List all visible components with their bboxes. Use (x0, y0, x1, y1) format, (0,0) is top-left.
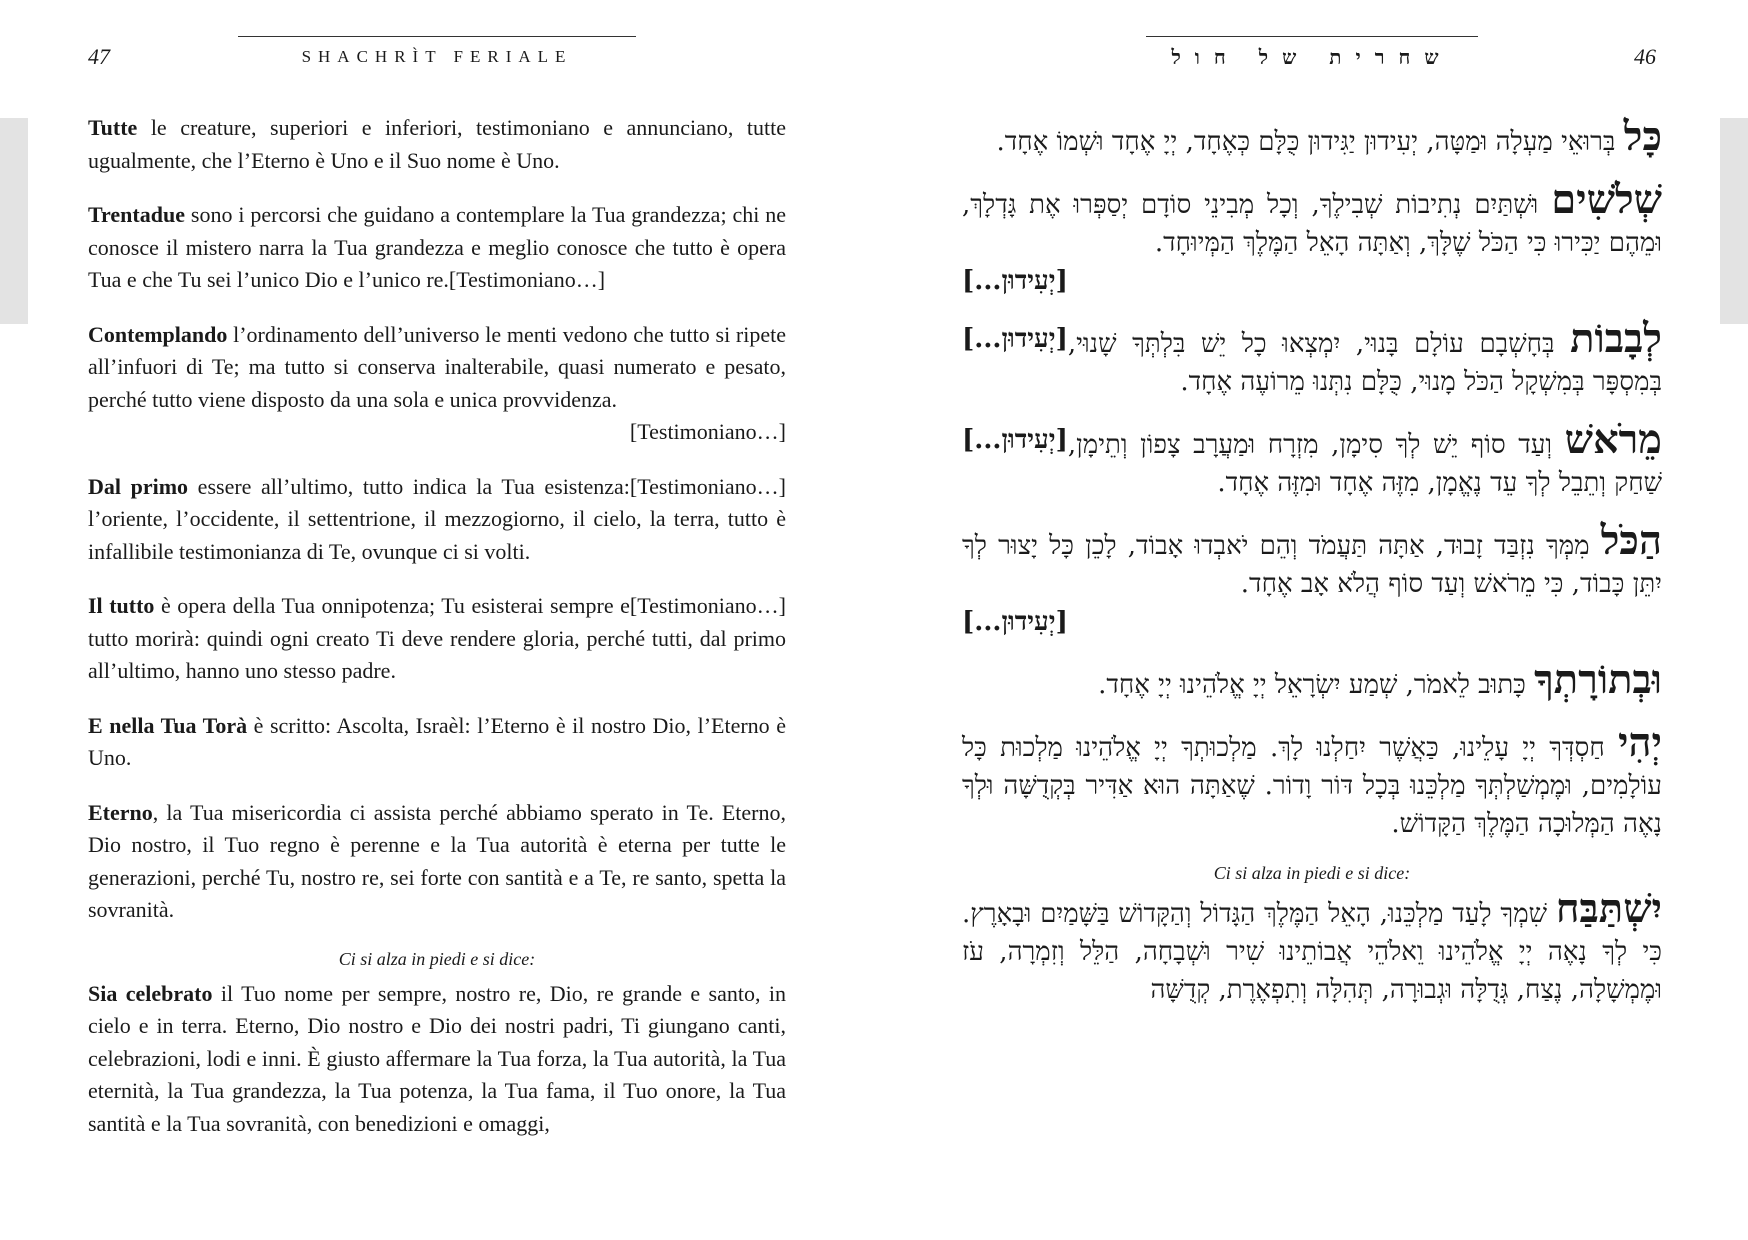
hebrew-text-column (962, 113, 1662, 1029)
paragraph-text: le creature, superiori e inferiori, testimoniano e annunciano, tutte ugualmente, che l’Eterno è Uno e il Suo nome è Uno. (88, 115, 786, 173)
response-reference: [יְעִידוּן...] (962, 266, 1068, 296)
hebrew-paragraph (962, 176, 1662, 300)
paragraph-lead: מֵרֹאשׁ (1564, 416, 1662, 463)
paragraph-lead: הַכֹּל (1600, 517, 1662, 564)
paragraph-lead: כָּל (1623, 113, 1662, 160)
running-head-left: SHACHRÌT FERIALE (238, 36, 636, 67)
italian-paragraph (88, 112, 786, 177)
paragraph-text: è opera della Tua onnipotenza; Tu esisterai sempre e tutto morirà: quindi ogni creato Ti deve rendere gloria, perché tutti, dal primo all’ultimo, hanno uno stesso padre. (88, 593, 786, 683)
paragraph-lead: Tutte (88, 115, 138, 140)
paragraph-lead: Dal primo (88, 473, 189, 499)
hebrew-paragraph-final (962, 885, 1662, 1009)
paragraph-lead: Contemplando (88, 321, 228, 347)
rubric-instruction: Ci si alza in piedi e si dice: (338, 948, 536, 969)
response-reference: [Testimoniano…] (448, 267, 606, 292)
response-reference: [Testimoniano…] (629, 473, 786, 499)
paragraph-lead: Sia celebrato (88, 980, 213, 1006)
paragraph-text: מִמְּךָ נִזְבַּד זָבוּד, אַתָּה תַּעֲמֹד וְהֵם יֹאבְדוּ אָבוֹד, לָכֵן כָּל יָצוּר לְךָ יִתֵּן כָּבוֹד, כִּי מֵרֹאשׁ וְעַד סוֹף הֲלֹא אָב אֶחָד. (962, 531, 1662, 599)
response-reference: [Testimoniano…] (629, 419, 786, 444)
italian-text-column (88, 112, 786, 1162)
hebrew-paragraph (962, 113, 1662, 161)
paragraph-text: l’ordinamento dell’universo le menti vedono che tutto si ripete all’infuori di Te; ma tutto si conserva inalterabile, quasi numerato e pesato, perché tutto viene disposto da una sola e unica provvidenza. (88, 321, 786, 412)
paragraph-lead: E nella Tua Torà (88, 712, 248, 738)
paragraph-lead: יְהִי (1618, 719, 1662, 766)
paragraph-lead: Trentadue (88, 202, 185, 227)
right-page (874, 0, 1748, 1240)
paragraph-text: וּשְׁתַּיִם נְתִיבוֹת שְׁבִילֶךָ, וְכָל מְבִינֵי סוֹדָם יְסַפְּרוּ אֶת גָּדְלָךְ, וּמֵהֶם יַכִּירוּ כִּי הַכֹּל שֶׁלָּךְ, וְאַתָּה הָאֵל הַמֶּלֶךְ הַמְּיוּחָד. (962, 190, 1662, 258)
page-number-left: 47 (88, 44, 110, 69)
paragraph-text: חַסְדְּךָ יְיָ עָלֵינוּ, כַּאֲשֶׁר יִחַלְנוּ לָךְ. מַלְכוּתְךָ יְיָ אֱלֹהֵינוּ מַלְכוּת כָּל עוֹלָמִים, וּמֶמְשַׁלְתְּךָ מַלְכֵּנוּ בְּכָל דּוֹר וָדוֹר. שֶׁאַתָּה הוּא אַדִּיר בְּקְדֻשָּׁה וּלְךָ נָאֶה הַמְּלוּכָה הַמֶּלֶךְ הַקָּדוֹשׁ. (962, 733, 1662, 839)
paragraph-text: il Tuo nome per sempre, nostro re, Dio, re grande e santo, in cielo e in terra. Eterno, Dio nostro e Dio dei nostri padri, Ti giungano canti, celebrazioni, lodi e inni. È giusto affermare la Tua forza, la Tua autorità, la Tua eternità, la Tua grandezza, la Tua potenza, la Tua fama, il Tuo onore, la Tua santità e la Tua sovranità, con benedizioni e omaggi, (88, 980, 786, 1136)
hebrew-paragraph (962, 656, 1662, 704)
paragraph-text: כָּתוּב לֵאמֹר, שְׁמַע יִשְׂרָאֵל יְיָ אֱלֹהֵינוּ יְיָ אֶחָד. (1098, 670, 1535, 700)
hebrew-paragraph (962, 719, 1662, 843)
italian-paragraph (88, 199, 786, 297)
response-reference: [יְעִידוּן...] (962, 425, 1068, 455)
running-head-right: שחרית של חול (1146, 36, 1478, 70)
paragraph-text: essere all’ultimo, tutto indica la Tua esistenza: l’oriente, l’occidente, il settentrione, il mezzogiorno, il cielo, la terra, tutto è infallibile testimonianza di Te, ovunque ci si volti. (88, 473, 786, 564)
paragraph-text: שִׁמְךָ לָעַד מַלְכֵּנוּ, הָאֵל הַמֶּלֶךְ הַגָּדוֹל וְהַקָּדוֹשׁ בַּשָּׁמַיִם וּבָאָרֶץ. כִּי לְךָ נָאֶה יְיָ אֱלֹהֵינוּ וֵאלֹהֵי אֲבוֹתֵינוּ שִׁיר וּשְׁבָחָה, הַלֵּל וְזִמְרָה, עֹז וּמֶמְשָׁלָה, נֶצַח, גְּדֻלָּה וּגְבוּרָה, תְּהִלָּה וְתִפְאֶרֶת, קְדֻשָּׁה (962, 899, 1662, 1005)
italian-paragraph (88, 590, 786, 688)
paragraph-text: sono i percorsi che guidano a contemplare la Tua grandezza; chi ne conosce il mistero narra la Tua grandezza e meglio conosce che tutto è opera Tua e che Tu sei l’unico Dio e l’unico re. (88, 202, 786, 292)
paragraph-text: , la Tua misericordia ci assista perché abbiamo sperato in Te. Eterno, Dio nostro, il Tuo regno è perenne e la Tua autorità è eterna per tutte le generazioni, perché Tu, nostro re, sei forte con santità e a Te, re santo, spetta la sovranità. (88, 799, 786, 922)
page-number-right: 46 (1634, 44, 1656, 69)
paragraph-text: וְעַד סוֹף יֵשׁ לְךָ סִימָן, מִזְרָח וּמַעֲרָב צָפוֹן וְתֵימָן, שַׁחַק וְתֵבֵל לְךָ עֵד נֶאֱמָן, מִזֶּה אֶחָד וּמִזֶּה אֶחָד. (1067, 430, 1662, 498)
paragraph-lead: יִשְׁתַּבַּח (1555, 885, 1662, 932)
hebrew-paragraph (962, 517, 1662, 641)
italian-paragraph (88, 471, 786, 569)
response-reference: [יְעִידוּן...] (962, 607, 1068, 637)
response-reference: [Testimoniano…] (629, 593, 786, 618)
paragraph-text: è scritto: Ascolta, Israèl: l’Eterno è il nostro Dio, l’Eterno è Uno. (88, 712, 786, 770)
paragraph-lead: Il tutto (88, 593, 155, 618)
response-reference: [יְעִידוּן...] (962, 324, 1068, 354)
italian-paragraph-final (88, 978, 786, 1141)
paragraph-text: בְּחָשְׁבָם עוֹלָם בָּנוּי, יִמְצְאוּ כָל יֵשׁ בִּלְתְּךָ שָׁנוּי, בְּמִסְפָּר בְּמִשְׁקָל הַכֹּל מָנוּי, כֻּלָּם נִתְּנוּ מֵרוֹעֶה אֶחָד. (1067, 329, 1662, 397)
hebrew-paragraph (962, 416, 1662, 502)
italian-paragraph (88, 797, 786, 927)
italian-paragraph (88, 710, 786, 775)
paragraph-lead: וּבְתוֹרָתְךָ (1534, 656, 1662, 703)
paragraph-lead: שְׁלֹשִׁים (1551, 176, 1662, 223)
paragraph-lead: Eterno (88, 799, 153, 825)
rubric-instruction: Ci si alza in piedi e si dice: (1213, 863, 1411, 883)
paragraph-text: בְּרוּאֵי מַעְלָה וּמַטָּה, יְעִידוּן יַגִּידוּן כֻּלָּם כְּאֶחָד, יְיָ אֶחָד וּשְׁמוֹ אֶחָד. (996, 127, 1624, 157)
hebrew-paragraph (962, 315, 1662, 401)
paragraph-lead: לְבָבוֹת (1570, 315, 1662, 362)
italian-paragraph (88, 319, 786, 449)
